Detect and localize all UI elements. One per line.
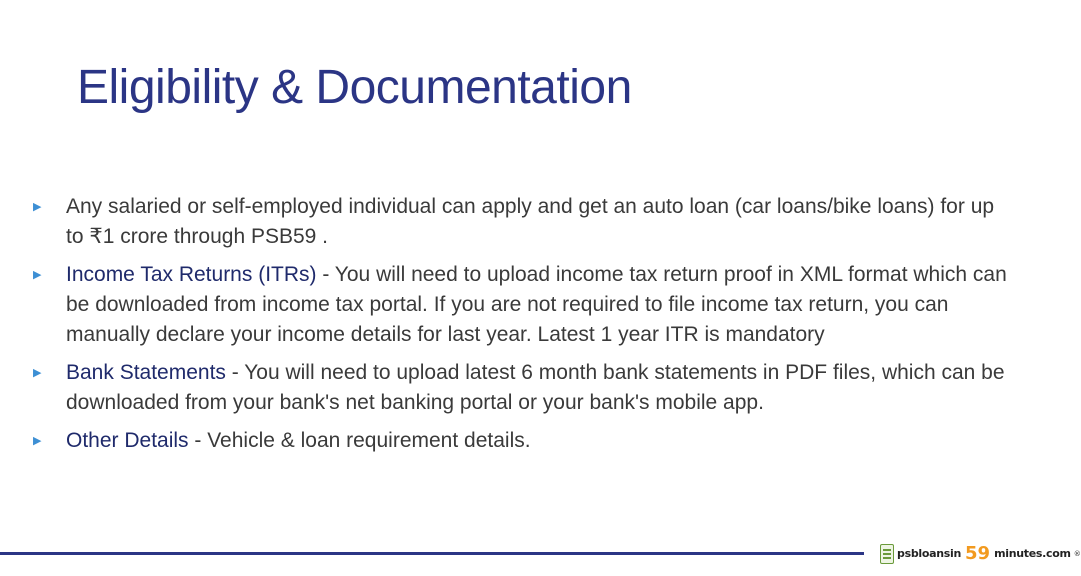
logo-suffix: minutes.com xyxy=(994,547,1071,560)
logo-registered-mark: ® xyxy=(1073,549,1081,558)
bullet-list xyxy=(30,192,1010,464)
bullet-text: - You will need to upload latest 6 month bank statements in PDF files, which can be downloaded from your bank's net banking portal or your bank's mobile app. xyxy=(66,361,1005,414)
bullet-text: Any salaried or self-employed individual can apply and get an auto loan (car loans/bike loans) for up to ₹1 crore through PSB59 . xyxy=(66,195,995,248)
bullet-text: - Vehicle & loan requirement details. xyxy=(188,429,531,452)
bullet-item-other-details xyxy=(30,426,1010,456)
logo-prefix: psbloansin xyxy=(897,547,962,560)
logo-number: 59 xyxy=(965,543,991,564)
bullet-term: Bank Statements xyxy=(66,361,226,384)
bullet-item-bank-statements xyxy=(30,358,1010,418)
document-icon xyxy=(880,544,894,564)
bullet-text: - You will need to upload income tax return proof in XML format which can be downloaded from income tax portal. If you are not required to file income tax return, you can manually declare your income details for last year. Latest 1 year ITR is mandatory xyxy=(66,263,1007,346)
bullet-item-itr xyxy=(30,260,1010,350)
brand-logo xyxy=(880,543,1081,564)
bullet-term: Income Tax Returns (ITRs) xyxy=(66,263,317,286)
bullet-term: Other Details xyxy=(66,429,189,452)
triangle-right-icon: ▶ xyxy=(33,435,42,447)
footer-divider xyxy=(0,552,864,555)
triangle-right-icon: ▶ xyxy=(33,269,42,281)
triangle-right-icon: ▶ xyxy=(33,367,42,379)
bullet-item-eligibility xyxy=(30,192,1010,252)
triangle-right-icon: ▶ xyxy=(33,201,42,213)
slide-title: Eligibility & Documentation xyxy=(77,61,632,114)
